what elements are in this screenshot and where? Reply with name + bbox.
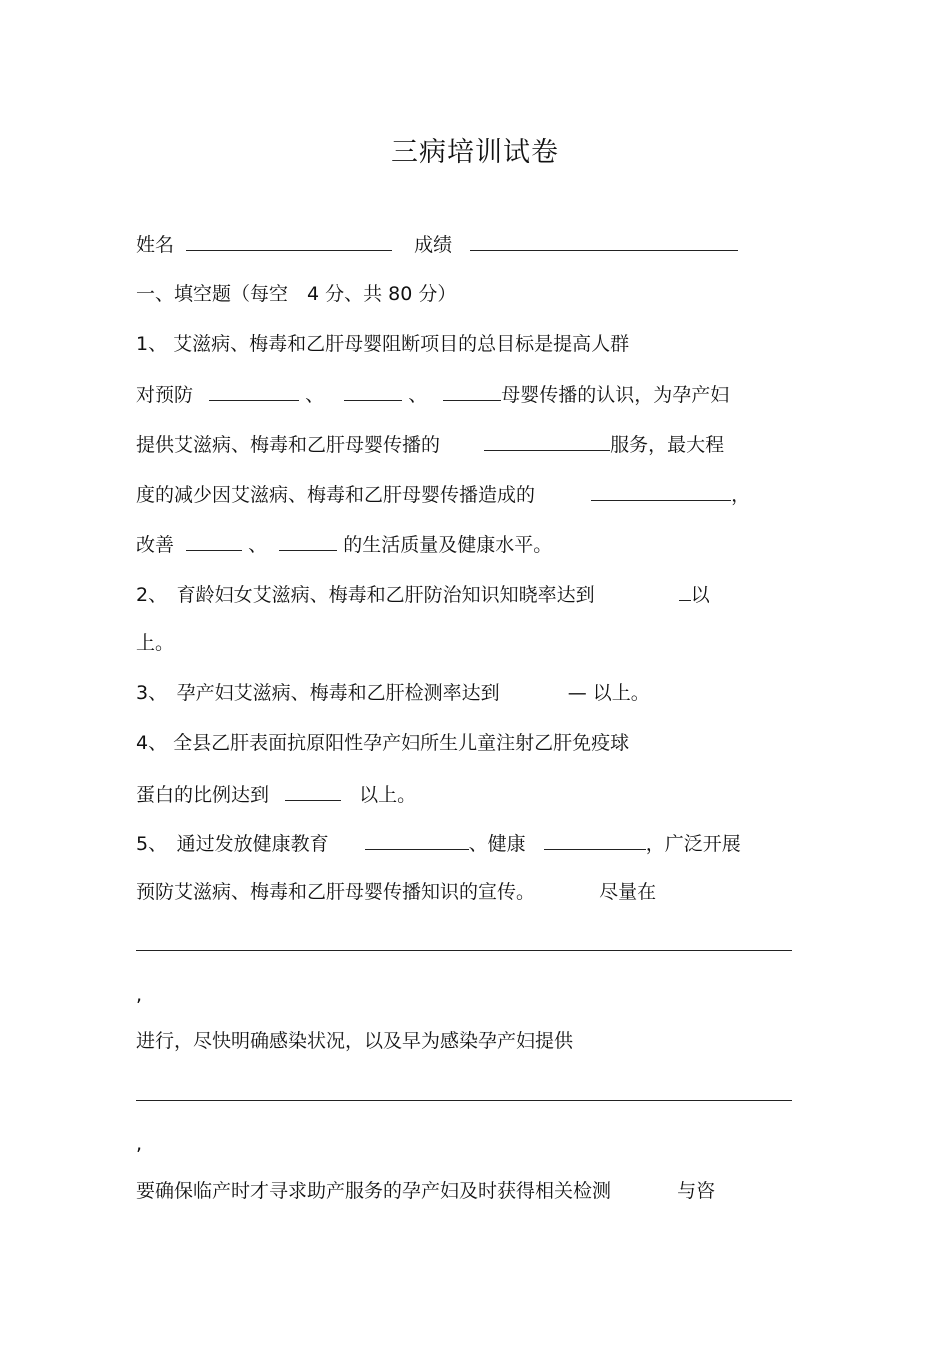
q2-line-2: 上。 xyxy=(136,632,175,654)
name-label: 姓名 xyxy=(136,234,175,256)
section-heading: 一、填空题（每空 4 分、共 80 分） xyxy=(136,283,457,305)
q2-text: 以 xyxy=(690,584,710,606)
score-field[interactable] xyxy=(470,231,738,251)
q5-line-2 xyxy=(136,880,656,904)
score-label: 成绩 xyxy=(414,234,453,256)
q1-line-3 xyxy=(136,431,724,457)
q3-text: — 以上。 xyxy=(567,682,650,704)
q5-blank-1[interactable] xyxy=(365,830,469,850)
name-field[interactable] xyxy=(186,231,392,251)
header-line xyxy=(136,231,738,257)
q1-line-5 xyxy=(136,531,552,557)
q1-text: 母婴传播的认识，为孕产妇 xyxy=(501,384,730,406)
q3-line-1 xyxy=(136,681,650,705)
q5-line-1 xyxy=(136,830,741,856)
q1-blank-6[interactable] xyxy=(186,531,242,551)
q1-blank-5[interactable] xyxy=(591,481,731,501)
q4-line-2 xyxy=(136,781,416,807)
page-title: 三病培训试卷 xyxy=(391,137,559,168)
q4-text: 蛋白的比例达到 xyxy=(136,784,270,806)
q1-sep: 、 xyxy=(305,384,325,406)
q1-text: 服务，最大程 xyxy=(610,434,725,456)
q5-text: ，广泛开展 xyxy=(645,833,741,855)
q5-text: 预防艾滋病、梅毒和乙肝母婴传播知识的宣传。 xyxy=(136,881,536,903)
q1-sep: 、 xyxy=(248,534,268,556)
q2-blank-1[interactable] xyxy=(679,581,691,601)
q5-blank-4[interactable] xyxy=(136,1100,792,1101)
q5-text: 要确保临产时才寻求助产服务的孕产妇及时获得相关检测 xyxy=(136,1180,612,1202)
q1-line-2 xyxy=(136,381,729,407)
q5-text: 与咨 xyxy=(677,1180,716,1202)
q1-blank-7[interactable] xyxy=(279,531,337,551)
q5-text: 、健康 xyxy=(468,833,526,855)
q1-line-1: 1、 艾滋病、梅毒和乙肝母婴阻断项目的总目标是提高人群 xyxy=(136,333,630,355)
q5-line-4 xyxy=(136,1179,715,1203)
q5-text: 5、 通过发放健康教育 xyxy=(136,833,329,855)
q5-blank-3[interactable] xyxy=(136,950,792,951)
q1-text: 提供艾滋病、梅毒和乙肝母婴传播的 xyxy=(136,434,441,456)
q2-text: 2、 育龄妇女艾滋病、梅毒和乙肝防治知识知晓率达到 xyxy=(136,584,595,606)
q2-line-1 xyxy=(136,581,710,607)
q1-text: ， xyxy=(731,484,751,506)
q1-line-4 xyxy=(136,481,750,507)
q4-text: 以上。 xyxy=(359,784,417,806)
q5-comma: , xyxy=(136,984,143,1006)
q1-blank-4[interactable] xyxy=(484,431,610,451)
q5-blank-2[interactable] xyxy=(544,830,646,850)
q4-line-1: 4、 全县乙肝表面抗原阳性孕产妇所生儿童注射乙肝免疫球 xyxy=(136,732,630,754)
q1-text: 对预防 xyxy=(136,384,194,406)
q1-blank-2[interactable] xyxy=(344,381,402,401)
q5-line-3: 进行，尽快明确感染状况，以及早为感染孕产妇提供 xyxy=(136,1030,574,1052)
q1-blank-3[interactable] xyxy=(443,381,501,401)
q1-text: 的生活质量及健康水平。 xyxy=(343,534,553,556)
q5-text: 尽量在 xyxy=(599,881,657,903)
q3-text: 3、 孕产妇艾滋病、梅毒和乙肝检测率达到 xyxy=(136,682,500,704)
q1-text: 改善 xyxy=(136,534,175,556)
q1-text: 度的减少因艾滋病、梅毒和乙肝母婴传播造成的 xyxy=(136,484,536,506)
q1-blank-1[interactable] xyxy=(209,381,299,401)
q4-blank-1[interactable] xyxy=(285,781,341,801)
q5-comma: , xyxy=(136,1133,143,1155)
q1-sep: 、 xyxy=(408,384,428,406)
